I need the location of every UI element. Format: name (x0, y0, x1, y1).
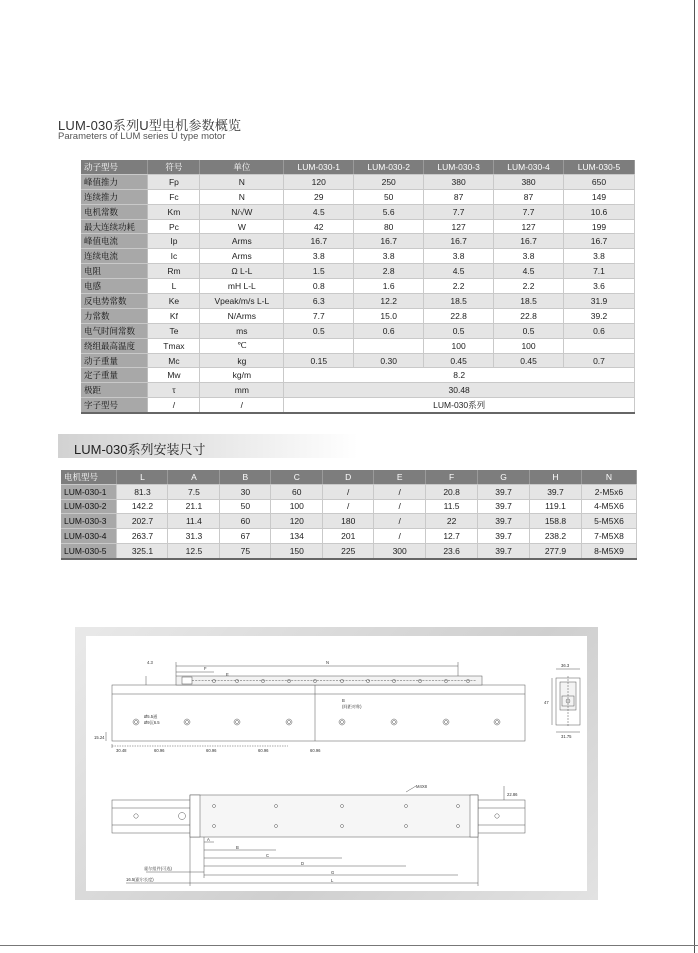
table-cell: / (148, 398, 200, 413)
section1-title: LUM-030系列U型电机参数概览 (58, 118, 242, 133)
table-cell: 50 (220, 499, 271, 514)
header-cell: H (530, 470, 582, 484)
table-row (81, 308, 635, 323)
table-cell: 380 (494, 174, 564, 189)
table-cell: 2-M5x6 (581, 484, 636, 499)
table-cell: kg (200, 353, 284, 368)
table-cell: 4.5 (494, 264, 564, 279)
table-cell: / (323, 499, 374, 514)
row-label-cell: LUM-030-2 (61, 499, 117, 514)
table-cell: 380 (424, 174, 494, 189)
header-cell: G (478, 470, 530, 484)
table-cell: 7.7 (424, 204, 494, 219)
drawing-label-4-3: 4.3 (147, 660, 153, 665)
table-cell: 4.5 (284, 204, 354, 219)
table-row (81, 234, 635, 249)
drawing-label-c: C (266, 853, 270, 858)
mover-side-outline (190, 795, 478, 837)
table-cell: 4-M5X6 (581, 499, 636, 514)
drawing-label-l: L (331, 878, 334, 883)
table-row (81, 189, 635, 204)
table-cell: 0.6 (354, 323, 424, 338)
table-cell: N/√W (200, 204, 284, 219)
header-cell: E (374, 470, 426, 484)
row-label-cell: 字子型号 (81, 398, 148, 413)
table-cell: 2.2 (424, 279, 494, 294)
table-cell: 127 (424, 219, 494, 234)
drawing-label-30-48: 30.48 (116, 748, 127, 753)
table-cell: 0.6 (564, 323, 635, 338)
table-header-row (61, 470, 637, 484)
table-row (61, 499, 637, 514)
table-cell: 100 (271, 499, 323, 514)
table-cell: W (200, 219, 284, 234)
row-label-cell: 动子重量 (81, 353, 148, 368)
header-cell: B (220, 470, 271, 484)
row-label-cell: 极距 (81, 383, 148, 398)
table-cell: 39.2 (564, 308, 635, 323)
table-row (81, 353, 635, 368)
table-cell: Pc (148, 219, 200, 234)
page-bottom-line (0, 945, 698, 946)
technical-drawing (86, 636, 587, 891)
drawing-label-f: F (204, 666, 207, 671)
table-cell: 67 (220, 529, 271, 544)
table-cell: 142.2 (117, 499, 168, 514)
header-cell: A (168, 470, 220, 484)
section2-title: LUM-030系列安装尺寸 (74, 442, 206, 457)
row-label-cell: 连续推力 (81, 189, 148, 204)
table-row (81, 383, 635, 398)
table-cell: 30 (220, 484, 271, 499)
table-cell: 0.8 (284, 279, 354, 294)
table-cell: 87 (494, 189, 564, 204)
technical-drawing-frame (75, 627, 598, 900)
row-label-cell: 定子重量 (81, 368, 148, 383)
drawing-label-15-24: 15.24 (94, 735, 105, 740)
stator-holes (133, 719, 500, 725)
table-cell: 180 (323, 514, 374, 529)
table-cell: Ip (148, 234, 200, 249)
table-cell: 277.9 (530, 543, 582, 558)
table-cell: 39.7 (478, 499, 530, 514)
table-cell: 22.8 (424, 308, 494, 323)
header-cell: 电机型号 (61, 470, 117, 484)
row-label-cell: 绕组最高温度 (81, 338, 148, 353)
table-row (81, 323, 635, 338)
header-cell: LUM-030-5 (564, 160, 635, 174)
table-row (81, 279, 635, 294)
header-cell: LUM-030-3 (424, 160, 494, 174)
table-cell: 16.7 (564, 234, 635, 249)
table-row (81, 264, 635, 279)
table-cell: Rm (148, 264, 200, 279)
table-cell: 81.3 (117, 484, 168, 499)
table-row (81, 294, 635, 309)
table-cell: 18.5 (424, 294, 494, 309)
drawing-b-note-2: (间距对称) (342, 704, 362, 709)
table-cell: 0.7 (564, 353, 635, 368)
header-cell: L (117, 470, 168, 484)
row-label-cell: LUM-030-3 (61, 514, 117, 529)
drawing-label-60-96-c: 60.96 (258, 748, 269, 753)
table-cell: 7.7 (284, 308, 354, 323)
drawing-label-d: D (301, 861, 305, 866)
table-cell: 0.5 (494, 323, 564, 338)
table-row (81, 249, 635, 264)
table-cell: 149 (564, 189, 635, 204)
table-cell: 3.6 (564, 279, 635, 294)
drawing-hall-note: 霍尔组件(可选) (144, 866, 172, 871)
table-cell: 5-M5X6 (581, 514, 636, 529)
table-cell (564, 338, 635, 353)
table-cell: mm (200, 383, 284, 398)
drawing-label-n: N (326, 660, 330, 665)
table-cell: 10.6 (564, 204, 635, 219)
table-row (61, 484, 637, 499)
table-cell: 3.8 (564, 249, 635, 264)
table-cell: 199 (564, 219, 635, 234)
table-cell: 39.7 (478, 543, 530, 558)
table-cell: 20.8 (426, 484, 478, 499)
header-cell: LUM-030-1 (284, 160, 354, 174)
row-label-cell: LUM-030-5 (61, 543, 117, 558)
table-cell: 0.5 (424, 323, 494, 338)
table-cell: Fc (148, 189, 200, 204)
table-cell: 0.15 (284, 353, 354, 368)
table-cell: 263.7 (117, 529, 168, 544)
table-cell: 16.7 (424, 234, 494, 249)
table-cell: 4.5 (424, 264, 494, 279)
row-label-cell: 电感 (81, 279, 148, 294)
table-cell: 11.4 (168, 514, 220, 529)
table-cell: 238.2 (530, 529, 582, 544)
header-cell: LUM-030-4 (494, 160, 564, 174)
table-row (81, 368, 635, 383)
drawing-hole-note-1: Ø5.5通 (144, 714, 158, 719)
header-cell: D (323, 470, 374, 484)
table-cell: 2.8 (354, 264, 424, 279)
table-row (81, 174, 635, 189)
table-cell: Vpeak/m/s L-L (200, 294, 284, 309)
row-label-cell: 峰值推力 (81, 174, 148, 189)
drawing-thread-note: M4X8 (416, 784, 427, 789)
table-cell: / (323, 484, 374, 499)
table-cell: 31.3 (168, 529, 220, 544)
table-cell: Kf (148, 308, 200, 323)
table-cell: / (374, 514, 426, 529)
table-cell: 12.2 (354, 294, 424, 309)
table-cell: 7.5 (168, 484, 220, 499)
table-cell: / (374, 529, 426, 544)
motor-parameters-body (81, 174, 635, 413)
row-label-cell: 电气时间常数 (81, 323, 148, 338)
table-cell: / (200, 398, 284, 413)
table-cell: 1.5 (284, 264, 354, 279)
table-cell: 100 (494, 338, 564, 353)
table-cell: 0.45 (424, 353, 494, 368)
table-cell: ms (200, 323, 284, 338)
drawing-label-g: G (331, 870, 335, 875)
header-cell: N (581, 470, 636, 484)
drawing-label-60-96: 60.96 (154, 748, 165, 753)
table-cell: 22.8 (494, 308, 564, 323)
table-cell: 29 (284, 189, 354, 204)
table-cell: 5.6 (354, 204, 424, 219)
table-cell: 3.8 (494, 249, 564, 264)
table-cell: 15.0 (354, 308, 424, 323)
table-cell: 12.7 (426, 529, 478, 544)
drawing-label-36-3: 36.3 (561, 663, 570, 668)
drawing-label-b: B (236, 845, 239, 850)
table-row (81, 338, 635, 353)
table-row (61, 529, 637, 544)
table-cell: 60 (220, 514, 271, 529)
table-cell: Ic (148, 249, 200, 264)
table-cell: 201 (323, 529, 374, 544)
row-label-cell: 反电势常数 (81, 294, 148, 309)
table-cell: 8-M5X9 (581, 543, 636, 558)
table-cell: 87 (424, 189, 494, 204)
drawing-b-note-1: B (342, 698, 345, 703)
table-cell: Ω L-L (200, 264, 284, 279)
table-cell: 325.1 (117, 543, 168, 558)
table-cell: 1.6 (354, 279, 424, 294)
table-cell: 39.7 (478, 514, 530, 529)
table-cell: 18.5 (494, 294, 564, 309)
table-cell: 80 (354, 219, 424, 234)
table-header-row (81, 160, 635, 174)
table-row (81, 219, 635, 234)
table-cell: Te (148, 323, 200, 338)
table-cell: / (374, 484, 426, 499)
drawing-label-60-96-d: 60.96 (310, 748, 321, 753)
table-cell: 0.5 (284, 323, 354, 338)
header-cell: 符号 (148, 160, 200, 174)
table-cell: mH L-L (200, 279, 284, 294)
row-label-cell: 电机常数 (81, 204, 148, 219)
table-cell (354, 338, 424, 353)
row-label-cell: 连续电流 (81, 249, 148, 264)
table-cell: / (374, 499, 426, 514)
row-label-cell: 力常数 (81, 308, 148, 323)
row-label-cell: 峰值电流 (81, 234, 148, 249)
table-cell: 3.8 (284, 249, 354, 264)
row-label-cell: 最大连续功耗 (81, 219, 148, 234)
table-cell: 7.1 (564, 264, 635, 279)
table-cell: Mc (148, 353, 200, 368)
table-cell: 39.7 (530, 484, 582, 499)
table-cell: Tmax (148, 338, 200, 353)
table-cell: 225 (323, 543, 374, 558)
table-cell: 120 (271, 514, 323, 529)
table-cell: τ (148, 383, 200, 398)
row-label-cell: LUM-030-4 (61, 529, 117, 544)
table-cell: N/Arms (200, 308, 284, 323)
table-cell: 6.3 (284, 294, 354, 309)
table-cell: 30.48 (284, 383, 635, 398)
table-cell: 202.7 (117, 514, 168, 529)
section1-subtitle: Parameters of LUM series U type motor (58, 131, 226, 142)
table-cell: LUM-030系列 (284, 398, 635, 413)
table-cell: Arms (200, 249, 284, 264)
table-row (81, 398, 635, 413)
drawing-label-a: A (207, 837, 210, 842)
header-cell: F (426, 470, 478, 484)
table-cell: 120 (284, 174, 354, 189)
table-cell: 75 (220, 543, 271, 558)
table-cell: 16.7 (494, 234, 564, 249)
table-cell: 119.1 (530, 499, 582, 514)
table-cell: 11.5 (426, 499, 478, 514)
table-cell: ℃ (200, 338, 284, 353)
drawing-label-60-96-b: 60.96 (206, 748, 217, 753)
table-row (61, 514, 637, 529)
installation-dimensions-table (61, 470, 637, 560)
table-cell: 300 (374, 543, 426, 558)
table-cell: 100 (424, 338, 494, 353)
table-cell (284, 338, 354, 353)
table-cell: 42 (284, 219, 354, 234)
table-cell: 134 (271, 529, 323, 544)
table-cell: Mw (148, 368, 200, 383)
table-cell: 7.7 (494, 204, 564, 219)
header-cell: 单位 (200, 160, 284, 174)
table-cell: 127 (494, 219, 564, 234)
table-cell: 16.7 (284, 234, 354, 249)
table-cell: 60 (271, 484, 323, 499)
table-cell: kg/m (200, 368, 284, 383)
table-cell: 158.8 (530, 514, 582, 529)
table-cell: 39.7 (478, 529, 530, 544)
drawing-label-e: E (226, 672, 229, 677)
row-label-cell: 电阻 (81, 264, 148, 279)
table-cell: Km (148, 204, 200, 219)
table-cell: 50 (354, 189, 424, 204)
table-cell: N (200, 174, 284, 189)
table-cell: Arms (200, 234, 284, 249)
table-cell: 16.7 (354, 234, 424, 249)
drawing-hole-note-2: Ø9沉6.5 (144, 720, 160, 725)
header-cell: 动子型号 (81, 160, 148, 174)
table-cell: 0.45 (494, 353, 564, 368)
table-cell: 8.2 (284, 368, 635, 383)
drawing-label-31-75: 31.75 (561, 734, 572, 739)
table-cell: 39.7 (478, 484, 530, 499)
header-cell: LUM-030-2 (354, 160, 424, 174)
row-label-cell: LUM-030-1 (61, 484, 117, 499)
drawing-label-22-86: 22.86 (507, 792, 518, 797)
table-cell: 21.1 (168, 499, 220, 514)
table-cell: 650 (564, 174, 635, 189)
table-cell: 23.6 (426, 543, 478, 558)
table-cell: 12.5 (168, 543, 220, 558)
table-row (61, 543, 637, 558)
table-row (81, 204, 635, 219)
table-cell: 7-M5X8 (581, 529, 636, 544)
table-cell: 22 (426, 514, 478, 529)
stator-outline (112, 685, 525, 741)
installation-dimensions-body (61, 484, 637, 558)
table-cell: 2.2 (494, 279, 564, 294)
table-cell: 3.8 (424, 249, 494, 264)
motor-parameters-table (81, 160, 635, 414)
table-cell: 150 (271, 543, 323, 558)
table-cell: N (200, 189, 284, 204)
drawing-note-16-5: 16.5(霍尔长度) (126, 877, 154, 882)
table-cell: 31.9 (564, 294, 635, 309)
table-cell: Ke (148, 294, 200, 309)
drawing-label-47: 47 (544, 700, 549, 705)
table-cell: 250 (354, 174, 424, 189)
table-cell: L (148, 279, 200, 294)
table-cell: Fp (148, 174, 200, 189)
table-cell: 3.8 (354, 249, 424, 264)
page-edge-line (694, 0, 695, 953)
table-cell: 0.30 (354, 353, 424, 368)
header-cell: C (271, 470, 323, 484)
